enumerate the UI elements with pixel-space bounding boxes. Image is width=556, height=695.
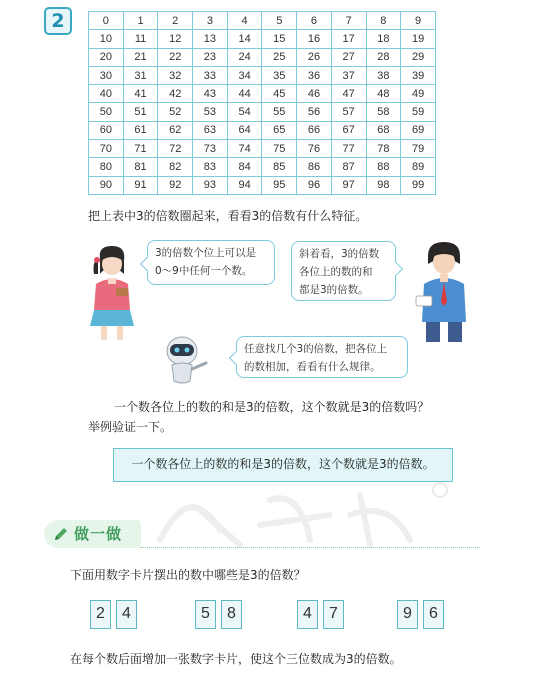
table-cell: 49 xyxy=(401,85,436,103)
conclusion-box: 一个数各位上的数的和是3的倍数，这个数就是3的倍数。 xyxy=(113,448,453,482)
practice-title: 做一做 xyxy=(74,525,123,543)
table-cell: 88 xyxy=(366,158,401,176)
table-cell: 35 xyxy=(262,66,297,84)
table-cell: 24 xyxy=(227,48,262,66)
table-cell: 41 xyxy=(123,85,158,103)
table-cell: 98 xyxy=(366,176,401,194)
table-cell: 11 xyxy=(123,30,158,48)
table-cell: 83 xyxy=(193,158,228,176)
table-cell: 61 xyxy=(123,121,158,139)
table-cell: 59 xyxy=(401,103,436,121)
number-card: 7 xyxy=(323,600,344,629)
table-cell: 28 xyxy=(366,48,401,66)
table-cell: 29 xyxy=(401,48,436,66)
publisher-watermark xyxy=(140,470,460,555)
table-cell: 21 xyxy=(123,48,158,66)
table-row xyxy=(89,121,436,139)
table-cell: 7 xyxy=(331,12,366,30)
robot-illustration xyxy=(162,333,212,387)
table-cell: 22 xyxy=(158,48,193,66)
table-cell: 57 xyxy=(331,103,366,121)
table-row xyxy=(89,30,436,48)
table-cell: 85 xyxy=(262,158,297,176)
table-cell: 76 xyxy=(297,140,332,158)
question-line-1: 一个数各位上的数的和是3的倍数，这个数就是3的倍数吗？ xyxy=(114,400,430,414)
girl-bubble-line: 3的倍数个位上可以是 xyxy=(155,247,257,259)
pencil-icon xyxy=(53,526,69,542)
table-cell: 51 xyxy=(123,103,158,121)
table-cell: 20 xyxy=(89,48,124,66)
robot-bubble-line: 的数相加，看看有什么规律。 xyxy=(244,361,381,373)
table-cell: 48 xyxy=(366,85,401,103)
table-cell: 63 xyxy=(193,121,228,139)
verification-question xyxy=(88,397,488,437)
practice-question-2: 在每个数后面增加一张数字卡片，使这个三位数成为3的倍数。 xyxy=(70,652,402,666)
table-cell: 10 xyxy=(89,30,124,48)
hundred-table xyxy=(88,11,436,195)
table-cell: 71 xyxy=(123,140,158,158)
table-row xyxy=(89,12,436,30)
table-cell: 86 xyxy=(297,158,332,176)
table-cell: 91 xyxy=(123,176,158,194)
table-cell: 14 xyxy=(227,30,262,48)
table-cell: 25 xyxy=(262,48,297,66)
table-cell: 26 xyxy=(297,48,332,66)
table-cell: 30 xyxy=(89,66,124,84)
table-cell: 46 xyxy=(297,85,332,103)
number-card: 9 xyxy=(397,600,418,629)
table-cell: 68 xyxy=(366,121,401,139)
table-cell: 54 xyxy=(227,103,262,121)
table-cell: 0 xyxy=(89,12,124,30)
table-cell: 81 xyxy=(123,158,158,176)
table-cell: 27 xyxy=(331,48,366,66)
table-cell: 89 xyxy=(401,158,436,176)
table-cell: 62 xyxy=(158,121,193,139)
table-cell: 39 xyxy=(401,66,436,84)
number-card: 4 xyxy=(297,600,318,629)
table-cell: 66 xyxy=(297,121,332,139)
table-cell: 50 xyxy=(89,103,124,121)
table-cell: 42 xyxy=(158,85,193,103)
table-row xyxy=(89,48,436,66)
table-cell: 80 xyxy=(89,158,124,176)
table-cell: 97 xyxy=(331,176,366,194)
table-row xyxy=(89,85,436,103)
table-cell: 13 xyxy=(193,30,228,48)
table-cell: 90 xyxy=(89,176,124,194)
table-cell: 67 xyxy=(331,121,366,139)
number-card: 5 xyxy=(195,600,216,629)
table-cell: 74 xyxy=(227,140,262,158)
boy-speech-bubble xyxy=(291,241,396,301)
table-cell: 45 xyxy=(262,85,297,103)
table-cell: 53 xyxy=(193,103,228,121)
table-cell: 69 xyxy=(401,121,436,139)
table-cell: 93 xyxy=(193,176,228,194)
table-cell: 43 xyxy=(193,85,228,103)
table-cell: 72 xyxy=(158,140,193,158)
robot-bubble-line: 任意找几个3的倍数，把各位上 xyxy=(244,343,388,355)
table-cell: 47 xyxy=(331,85,366,103)
table-cell: 4 xyxy=(227,12,262,30)
table-cell: 99 xyxy=(401,176,436,194)
table-cell: 82 xyxy=(158,158,193,176)
table-cell: 32 xyxy=(158,66,193,84)
table-cell: 95 xyxy=(262,176,297,194)
table-cell: 40 xyxy=(89,85,124,103)
girl-bubble-line: 0～9中任何一个数。 xyxy=(155,265,253,277)
table-cell: 17 xyxy=(331,30,366,48)
table-cell: 70 xyxy=(89,140,124,158)
table-cell: 18 xyxy=(366,30,401,48)
number-card: 2 xyxy=(90,600,111,629)
boy-bubble-line: 都是3的倍数。 xyxy=(299,284,369,296)
table-cell: 44 xyxy=(227,85,262,103)
table-cell: 8 xyxy=(366,12,401,30)
table-cell: 92 xyxy=(158,176,193,194)
table-cell: 23 xyxy=(193,48,228,66)
section-divider xyxy=(140,547,480,548)
robot-speech-bubble xyxy=(236,336,408,378)
boy-illustration xyxy=(414,240,474,344)
table-cell: 15 xyxy=(262,30,297,48)
table-cell: 2 xyxy=(158,12,193,30)
table-cell: 3 xyxy=(193,12,228,30)
table-cell: 31 xyxy=(123,66,158,84)
question-line-2: 举例验证一下。 xyxy=(88,420,173,434)
number-card: 8 xyxy=(221,600,242,629)
table-cell: 33 xyxy=(193,66,228,84)
table-cell: 6 xyxy=(297,12,332,30)
table-cell: 36 xyxy=(297,66,332,84)
table-cell: 75 xyxy=(262,140,297,158)
table-row xyxy=(89,176,436,194)
practice-header xyxy=(44,520,141,548)
table-cell: 16 xyxy=(297,30,332,48)
table-cell: 1 xyxy=(123,12,158,30)
table-cell: 55 xyxy=(262,103,297,121)
table-cell: 87 xyxy=(331,158,366,176)
table-cell: 38 xyxy=(366,66,401,84)
boy-bubble-line: 各位上的数的和 xyxy=(299,266,373,278)
table-cell: 73 xyxy=(193,140,228,158)
table-cell: 77 xyxy=(331,140,366,158)
table-cell: 37 xyxy=(331,66,366,84)
table-cell: 19 xyxy=(401,30,436,48)
table-cell: 9 xyxy=(401,12,436,30)
table-row xyxy=(89,158,436,176)
example-number-badge: 2 xyxy=(44,7,72,35)
table-cell: 64 xyxy=(227,121,262,139)
table-cell: 96 xyxy=(297,176,332,194)
table-cell: 12 xyxy=(158,30,193,48)
table-cell: 79 xyxy=(401,140,436,158)
table-cell: 56 xyxy=(297,103,332,121)
practice-question-1: 下面用数字卡片摆出的数中哪些是3的倍数？ xyxy=(70,568,306,582)
table-cell: 65 xyxy=(262,121,297,139)
instruction-text: 把上表中3的倍数圈起来，看看3的倍数有什么特征。 xyxy=(88,209,368,223)
girl-speech-bubble xyxy=(147,240,275,285)
table-cell: 52 xyxy=(158,103,193,121)
table-row xyxy=(89,140,436,158)
girl-illustration xyxy=(88,244,138,344)
table-cell: 58 xyxy=(366,103,401,121)
table-row xyxy=(89,66,436,84)
number-card: 6 xyxy=(423,600,444,629)
table-cell: 78 xyxy=(366,140,401,158)
table-cell: 60 xyxy=(89,121,124,139)
boy-bubble-line: 斜着看，3的倍数 xyxy=(299,248,380,260)
table-cell: 94 xyxy=(227,176,262,194)
table-row xyxy=(89,103,436,121)
table-cell: 5 xyxy=(262,12,297,30)
table-cell: 34 xyxy=(227,66,262,84)
number-card: 4 xyxy=(116,600,137,629)
table-cell: 84 xyxy=(227,158,262,176)
